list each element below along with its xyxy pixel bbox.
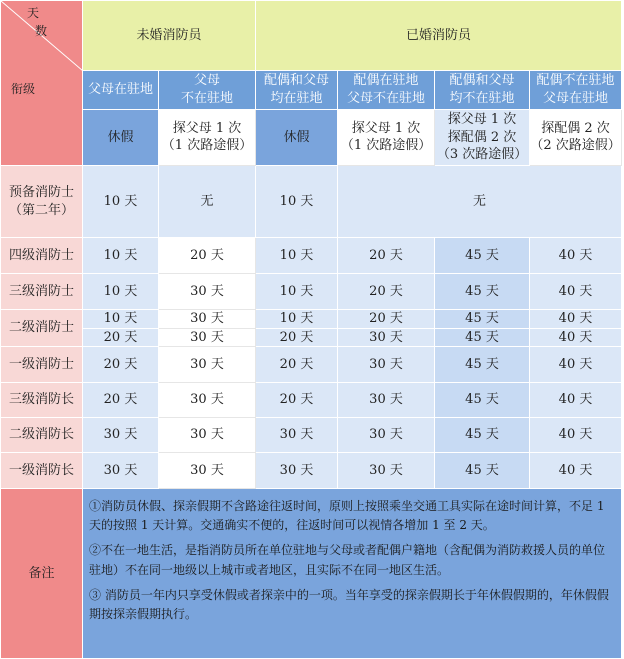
days-cell: 45 天	[435, 347, 530, 383]
days-cell-merged: 无	[338, 166, 622, 238]
rank-label: 预备消防士 （第二年）	[8, 184, 74, 218]
leave-type-cell	[435, 109, 530, 165]
notes-cell	[83, 489, 622, 659]
subheader-text: 父母 不在驻地	[181, 73, 234, 107]
days-cell: 10 天	[83, 166, 159, 238]
days-cell: 40 天	[530, 383, 622, 418]
days-cell: 40 天	[530, 347, 622, 383]
subheader-text: 配偶和父母 均在驻地	[264, 73, 330, 107]
leave-type-cell	[338, 109, 435, 165]
leave-type-cell	[83, 109, 159, 165]
days-cell: 30 天	[83, 453, 159, 489]
rank-cell	[1, 166, 83, 238]
days-cell: 10 天	[256, 310, 338, 329]
days-cell: 30 天	[338, 328, 435, 347]
days-cell: 30 天	[256, 453, 338, 489]
subheader-text: 配偶不在驻地 父母在驻地	[536, 73, 615, 107]
corner-label-days-2: 数	[35, 24, 48, 38]
days-cell: 10 天	[83, 238, 159, 274]
days-cell: 45 天	[435, 383, 530, 418]
corner-label-days-1: 天	[27, 6, 40, 20]
corner-label-rank: 衔级	[11, 82, 36, 96]
subheader-spouse-parents-away	[435, 71, 530, 109]
group-header-married: 已婚消防员	[256, 1, 622, 71]
note-3: ③ 消防员一年内只享受休假或者探亲中的一项。当年享受的探亲假期长于年休假假期的，年休假假期按探亲假期执行。	[89, 587, 609, 622]
subheader-text: 配偶和父母 均不在驻地	[449, 73, 515, 107]
days-cell: 10 天	[256, 166, 338, 238]
days-cell: 45 天	[435, 274, 530, 310]
days-cell: 45 天	[435, 453, 530, 489]
days-cell: 40 天	[530, 328, 622, 347]
days-cell: 40 天	[530, 238, 622, 274]
days-cell: 30 天	[338, 453, 435, 489]
leave-type-cell	[159, 109, 256, 165]
days-cell: 45 天	[435, 328, 530, 347]
subheader-text: 父母在驻地	[87, 82, 153, 98]
days-cell: 20 天	[83, 383, 159, 418]
group-header-unmarried: 未婚消防员	[83, 1, 256, 71]
note-2: ②不在一地生活，是指消防员所在单位驻地与父母或者配偶户籍地（含配偶为消防救援人员的单位驻地）不在同一地级以上城市或者地区，且实际不在同一地区生活。	[89, 543, 606, 577]
leave-type-text: 探父母 1 次 （1 次路途假）	[161, 120, 253, 154]
rank-cell: 三级消防长	[1, 383, 83, 418]
days-cell: 30 天	[338, 347, 435, 383]
days-cell: 30 天	[159, 274, 256, 310]
corner-header-cell	[1, 1, 83, 166]
days-cell: 10 天	[256, 274, 338, 310]
days-cell: 20 天	[256, 383, 338, 418]
leave-type-text: 休假	[107, 129, 134, 145]
subheader-spouse-away-parents-local	[530, 71, 622, 109]
days-cell: 20 天	[338, 238, 435, 274]
days-cell: 30 天	[338, 418, 435, 453]
subheader-parents-away	[159, 71, 256, 109]
days-cell: 45 天	[435, 238, 530, 274]
days-cell: 20 天	[83, 347, 159, 383]
days-cell: 20 天	[83, 328, 159, 347]
rank-cell: 一级消防长	[1, 453, 83, 489]
days-cell: 30 天	[159, 310, 256, 329]
days-cell: 20 天	[159, 238, 256, 274]
leave-type-text: 探父母 1 次 （1 次路途假）	[340, 120, 432, 154]
days-cell: 30 天	[159, 383, 256, 418]
days-cell: 20 天	[256, 328, 338, 347]
days-cell: 10 天	[256, 238, 338, 274]
notes-label-cell: 备注	[1, 489, 83, 659]
rank-cell: 四级消防士	[1, 238, 83, 274]
days-cell: 10 天	[83, 274, 159, 310]
leave-type-cell	[530, 109, 622, 165]
days-cell: 40 天	[530, 274, 622, 310]
rank-cell: 三级消防士	[1, 274, 83, 310]
rank-cell: 二级消防长	[1, 418, 83, 453]
leave-type-cell	[256, 109, 338, 165]
leave-type-text: 探父母 1 次 探配偶 2 次 （3 次路途假）	[436, 112, 528, 163]
days-cell: 45 天	[435, 310, 530, 329]
subheader-text: 配偶在驻地 父母不在驻地	[347, 73, 426, 107]
days-cell: 20 天	[256, 347, 338, 383]
days-cell: 10 天	[83, 310, 159, 329]
leave-type-text: 探配偶 2 次 （2 次路途假）	[530, 120, 621, 154]
days-cell: 40 天	[530, 453, 622, 489]
note-1: ①消防员休假、探亲假期不含路途往返时间，原则上按照乘坐交通工具实际在途时间计算，不足 1 天的按照 1 天计算。交通确实不便的，往返时间可以视情各增加 1 至 2 天。	[89, 499, 605, 533]
days-cell: 40 天	[530, 418, 622, 453]
days-cell: 30 天	[159, 347, 256, 383]
leave-type-text: 休假	[283, 129, 310, 145]
subheader-spouse-local-parents-away	[338, 71, 435, 109]
days-cell: 无	[159, 166, 256, 238]
days-cell: 45 天	[435, 418, 530, 453]
days-cell: 40 天	[530, 310, 622, 329]
days-cell: 30 天	[256, 418, 338, 453]
days-cell: 30 天	[83, 418, 159, 453]
days-cell: 30 天	[159, 418, 256, 453]
subheader-parents-local	[83, 71, 159, 109]
days-cell: 20 天	[338, 310, 435, 329]
days-cell: 20 天	[338, 274, 435, 310]
days-cell: 30 天	[159, 328, 256, 347]
rank-cell: 二级消防士	[1, 310, 83, 347]
days-cell: 30 天	[338, 383, 435, 418]
rank-cell: 一级消防士	[1, 347, 83, 383]
days-cell: 30 天	[159, 453, 256, 489]
subheader-spouse-parents-local	[256, 71, 338, 109]
